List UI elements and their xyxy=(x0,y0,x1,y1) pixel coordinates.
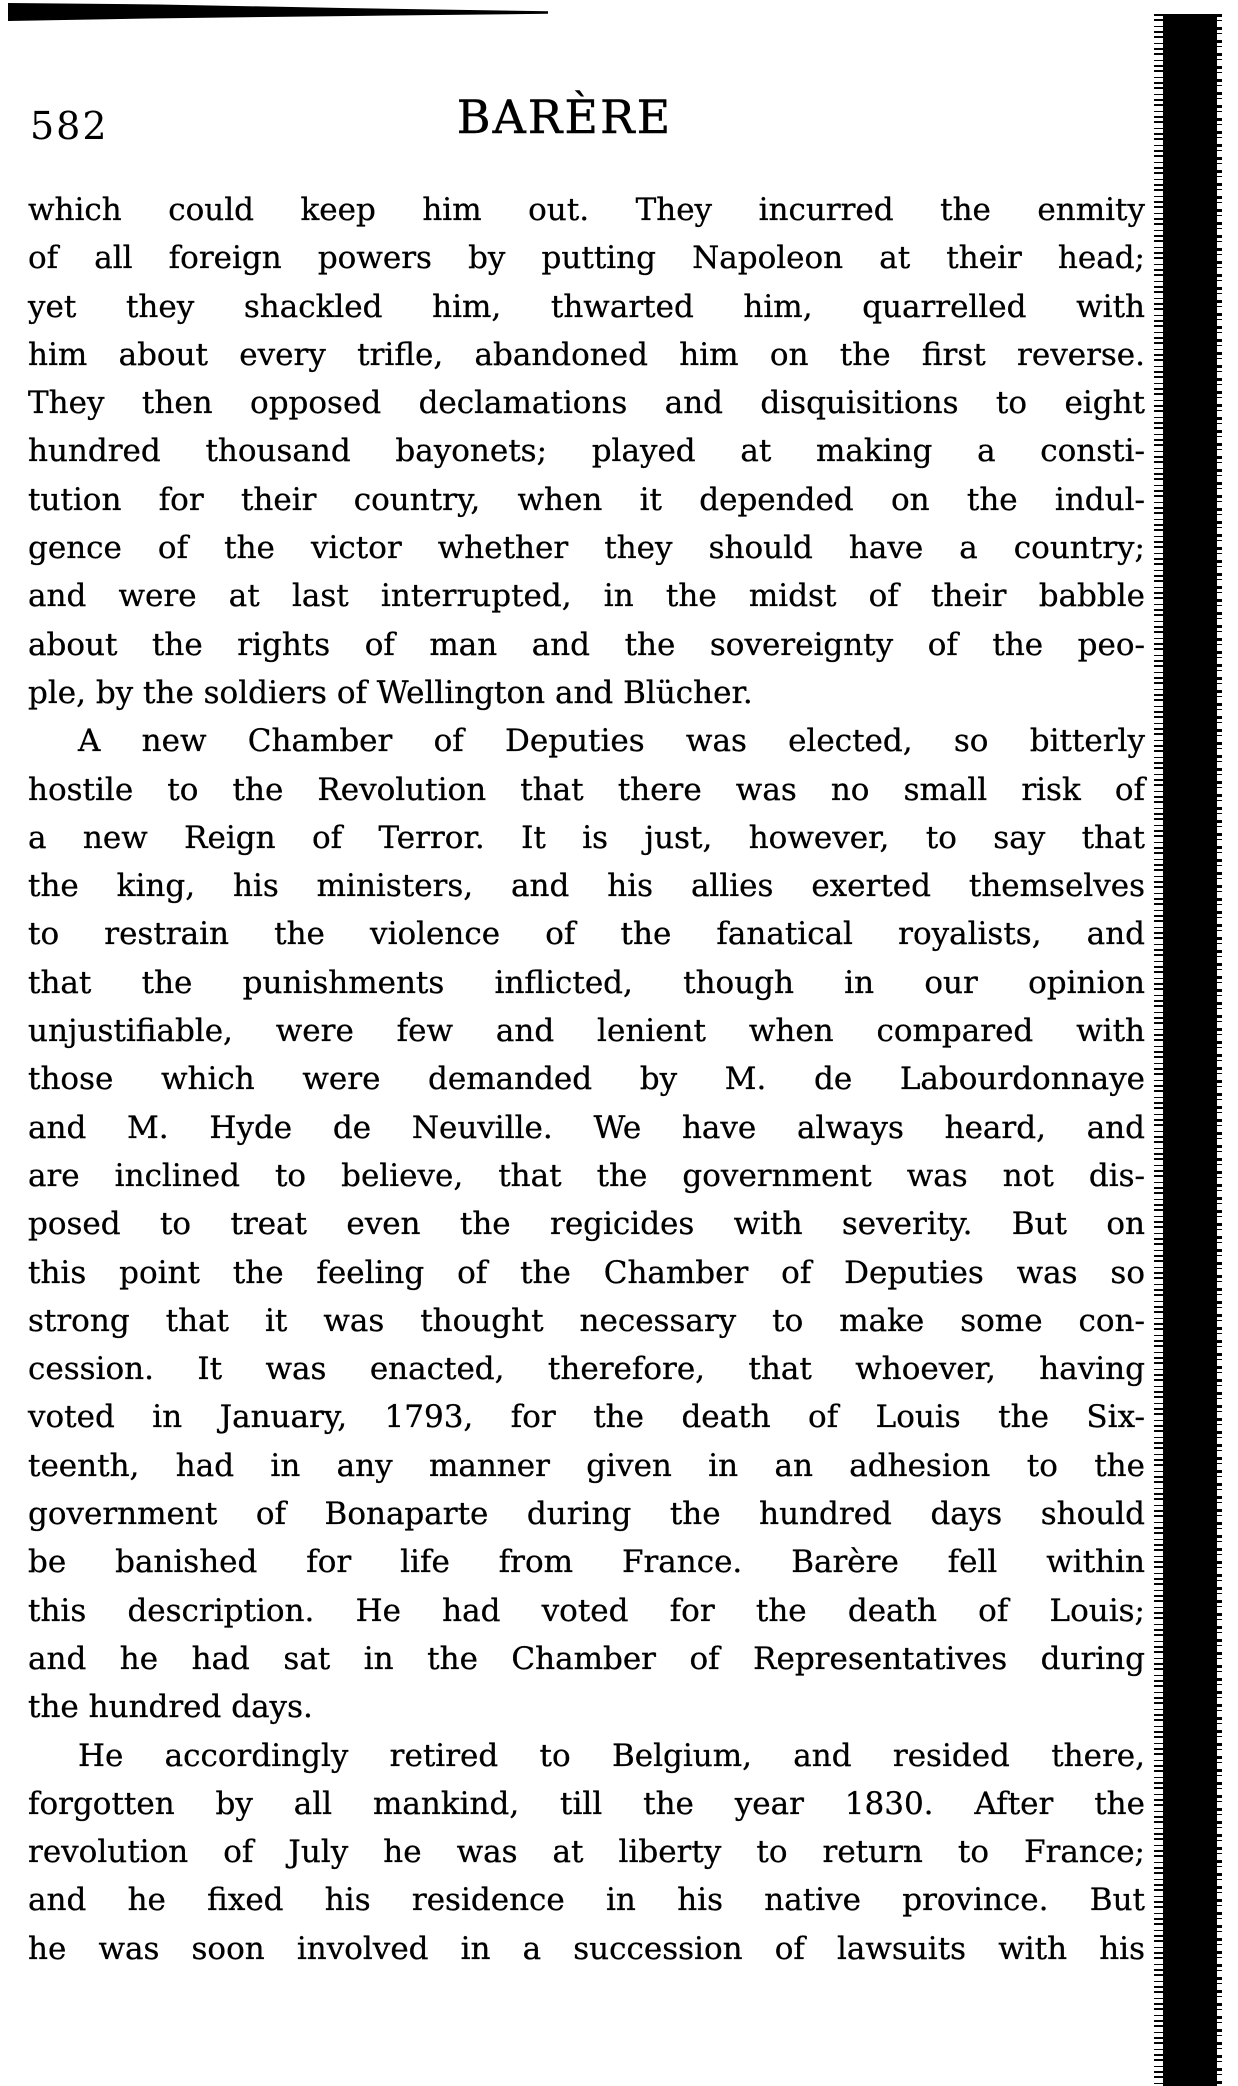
running-title: BARÈRE xyxy=(456,90,673,144)
text-line: and he had sat in the Chamber of Representatives during xyxy=(28,1640,1145,1677)
text-line: A new Chamber of Deputies was elected, so bitterly xyxy=(78,723,1145,760)
scan-artifact-right-band xyxy=(1163,14,1217,2086)
page-number: 582 xyxy=(30,104,109,148)
text-line: They then opposed declamations and disquisitions to eight xyxy=(28,385,1145,422)
text-line: which could keep him out. They incurred the enmity xyxy=(28,192,1145,228)
text-line: he was soon involved in a succession of lawsuits with his xyxy=(28,1930,1145,1967)
text-line: yet they shackled him, thwarted him, quarrelled with xyxy=(28,288,1145,325)
text-line: are inclined to believe, that the government was not dis- xyxy=(28,1157,1145,1194)
text-line: about the rights of man and the sovereignty of the peo- xyxy=(28,626,1145,663)
text-line: hundred thousand bayonets; played at making a consti- xyxy=(28,433,1145,470)
paragraph xyxy=(28,1732,1145,1973)
text-line: be banished for life from France. Barère fell within xyxy=(28,1544,1145,1581)
text-line: him about every trifle, abandoned him on the first reverse. xyxy=(28,336,1145,373)
text-line: government of Bonaparte during the hundred days should xyxy=(28,1496,1145,1533)
text-line: unjustifiable, were few and lenient when compared with xyxy=(28,1013,1145,1050)
text-line: of all foreign powers by putting Napoleon at their head; xyxy=(28,240,1145,277)
text-line: this description. He had voted for the death of Louis; xyxy=(28,1592,1145,1629)
text-line: to restrain the violence of the fanatical royalists, and xyxy=(28,916,1145,953)
text-line: and were at last interrupted, in the midst of their babble xyxy=(28,578,1145,615)
paragraph xyxy=(28,717,1145,1731)
scan-artifact-top-streak xyxy=(8,3,548,21)
text-line: a new Reign of Terror. It is just, however, to say that xyxy=(28,819,1145,856)
text-line: and M. Hyde de Neuville. We have always heard, and xyxy=(28,1109,1145,1146)
text-line: posed to treat even the regicides with severity. But on xyxy=(28,1206,1145,1243)
text-line: teenth, had in any manner given in an adhesion to the xyxy=(28,1447,1145,1484)
text-line: He accordingly retired to Belgium, and resided there, xyxy=(78,1737,1145,1774)
text-line: revolution of July he was at liberty to return to France; xyxy=(28,1834,1145,1871)
text-line: this point the feeling of the Chamber of Deputies was so xyxy=(28,1254,1145,1291)
paragraph xyxy=(28,186,1145,717)
page-header xyxy=(28,88,1145,158)
text-line: tution for their country, when it depended on the indul- xyxy=(28,481,1145,518)
text-line: and he fixed his residence in his native province. But xyxy=(28,1882,1145,1919)
text-line: ple, by the soldiers of Wellington and Blücher. xyxy=(28,674,753,711)
text-line: cession. It was enacted, therefore, that whoever, having xyxy=(28,1351,1145,1388)
text-line: the hundred days. xyxy=(28,1689,313,1726)
text-line: voted in January, 1793, for the death of Louis the Six- xyxy=(28,1399,1145,1436)
text-line: those which were demanded by M. de Labourdonnaye xyxy=(28,1061,1145,1098)
text-line: strong that it was thought necessary to make some con- xyxy=(28,1302,1145,1339)
text-line: gence of the victor whether they should have a country; xyxy=(28,530,1145,567)
text-line: the king, his ministers, and his allies exerted themselves xyxy=(28,868,1145,905)
text-line: that the punishments inflicted, though in our opinion xyxy=(28,964,1145,1001)
text-line: hostile to the Revolution that there was no small risk of xyxy=(28,771,1145,808)
page-text xyxy=(28,186,1145,1973)
text-line: forgotten by all mankind, till the year 1830. After the xyxy=(28,1785,1145,1822)
